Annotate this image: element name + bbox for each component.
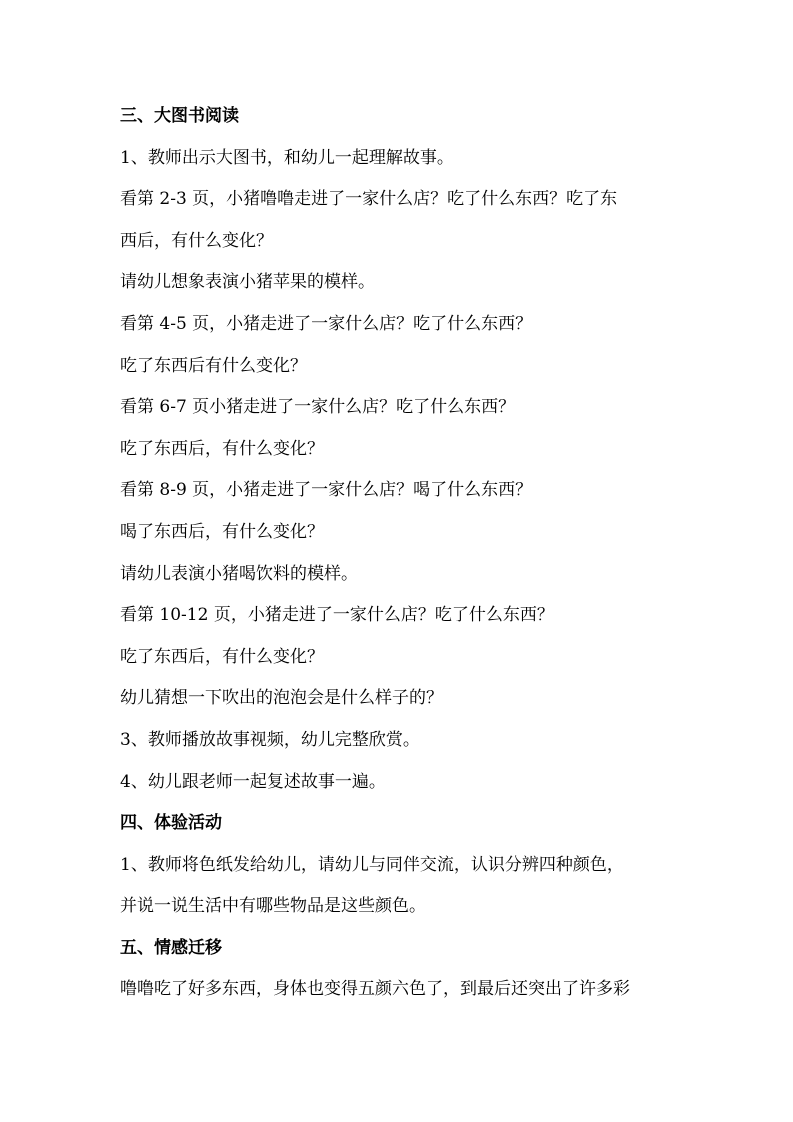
paragraph-line: 西后，有什么变化？ xyxy=(120,230,273,251)
paragraph-line: 喝了东西后，有什么变化？ xyxy=(120,521,324,542)
section-heading-4: 四、体验活动 xyxy=(120,813,222,834)
paragraph-line: 看第 6-7 页小猪走进了一家什么店？吃了什么东西？ xyxy=(120,397,516,418)
paragraph-line: 1、教师出示大图书，和幼儿一起理解故事。 xyxy=(120,147,454,168)
paragraph-line: 幼儿猜想一下吹出的泡泡会是什么样子的？ xyxy=(120,688,443,709)
section-heading-5: 五、情感迁移 xyxy=(120,937,222,958)
paragraph-line: 看第 4-5 页，小猪走进了一家什么店？吃了什么东西？ xyxy=(120,313,533,334)
paragraph-line: 1、教师将色纸发给幼儿，请幼儿与同伴交流，认识分辨四种颜色， xyxy=(120,854,624,875)
paragraph-line: 请幼儿想象表演小猪苹果的模样。 xyxy=(120,272,375,293)
document-body xyxy=(120,96,680,1011)
paragraph-line: 吃了东西后有什么变化？ xyxy=(120,355,307,376)
paragraph-line: 4、幼儿跟老师一起复述故事一遍。 xyxy=(120,771,386,792)
paragraph-line: 3、教师播放故事视频，幼儿完整欣赏。 xyxy=(120,729,420,750)
paragraph-line: 请幼儿表演小猪喝饮料的模样。 xyxy=(120,563,358,584)
paragraph-line: 噜噜吃了好多东西，身体也变得五颜六色了，到最后还突出了许多彩 xyxy=(120,979,630,1000)
paragraph-line: 并说一说生活中有哪些物品是这些颜色。 xyxy=(120,896,426,917)
section-heading-3: 三、大图书阅读 xyxy=(120,106,239,126)
paragraph-line: 看第 2-3 页，小猪噜噜走进了一家什么店？吃了什么东西？吃了东 xyxy=(120,189,618,210)
paragraph-line: 看第 10-12 页，小猪走进了一家什么店？吃了什么东西？ xyxy=(120,605,554,626)
paragraph-line: 吃了东西后，有什么变化？ xyxy=(120,438,324,459)
paragraph-line: 吃了东西后，有什么变化？ xyxy=(120,646,324,667)
paragraph-line: 看第 8-9 页，小猪走进了一家什么店？喝了什么东西？ xyxy=(120,480,533,501)
